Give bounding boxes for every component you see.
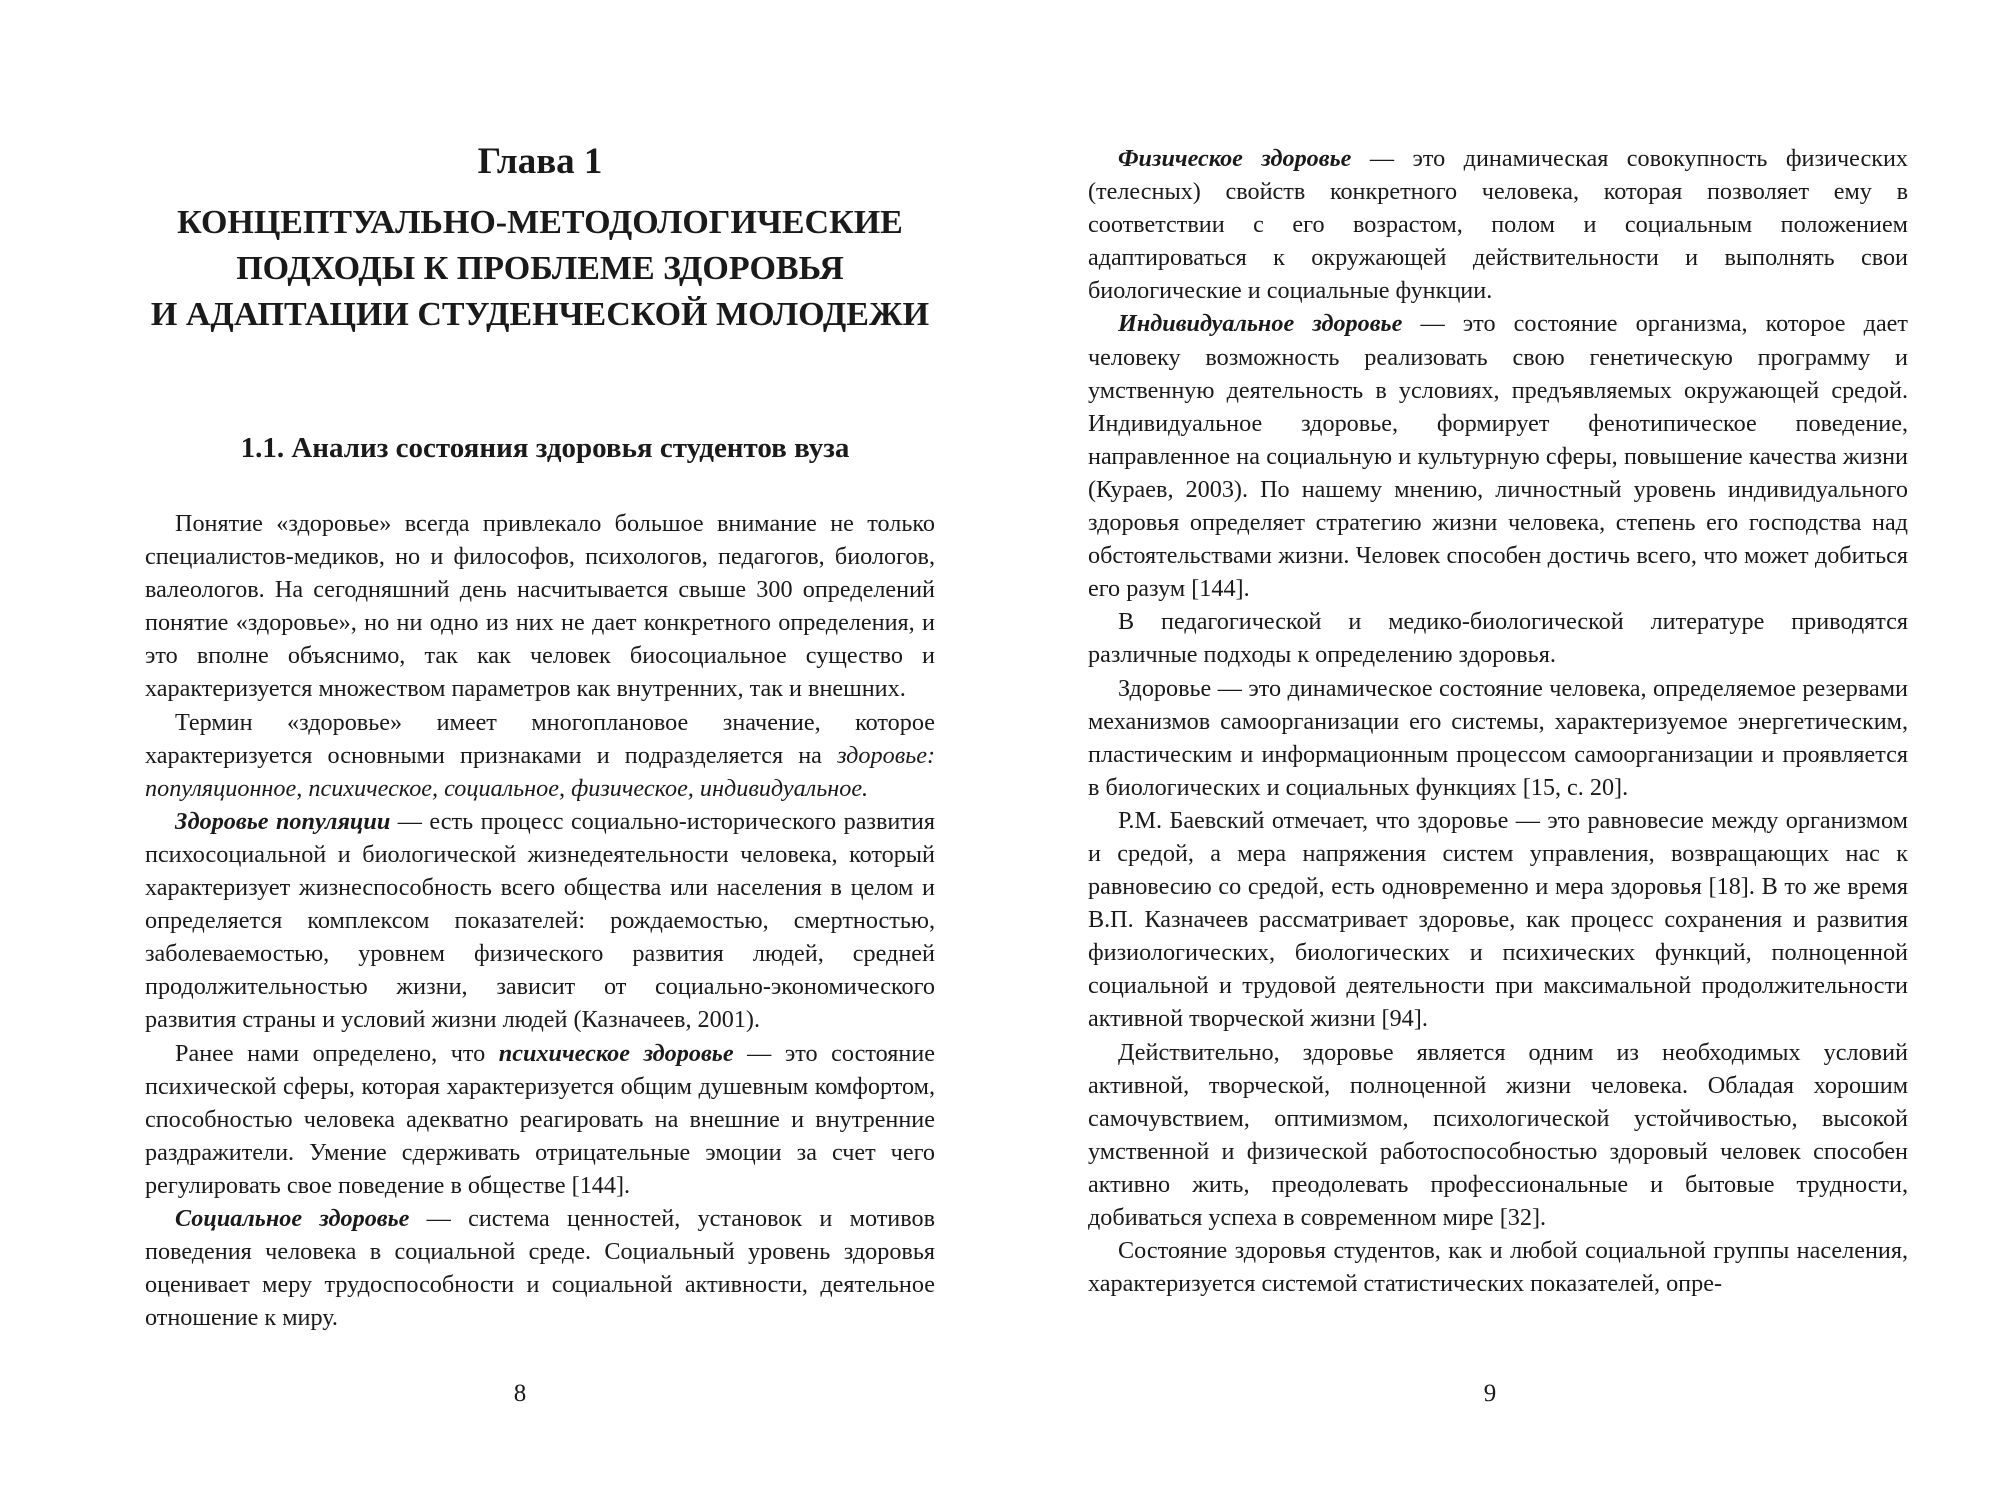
paragraph-text: Термин «здоровье» имеет многоплановое значение, которое характеризуется основными признаками и подразделяется на	[145, 708, 935, 769]
left-page-body	[145, 507, 935, 1334]
paragraph	[145, 1202, 935, 1334]
paragraph-text: — система ценностей, установок и мотивов поведения человека в социальной среде. Социальный уровень здоровья оценивает меру трудоспособности и социальной активности, деятельное отношение к миру.	[145, 1204, 935, 1332]
health-types-italic: здоровье: популяционное, психическое, социальное, физическое, индивидуальное.	[145, 741, 935, 802]
chapter-subtitle	[130, 200, 950, 338]
chapter-title: Глава 1	[477, 141, 603, 182]
paragraph-text: Ранее нами определено, что	[175, 1039, 499, 1067]
term-mental-health: психическое здоровье	[498, 1039, 734, 1067]
paragraph-text: — это динамическая совокупность физических (телесных) свойств конкретного человека, которая позволяет ему в соответствии с его возрастом, полом и социальным положением адаптироваться к окружающей действительности и выполнять свои биологические и социальные функции.	[1088, 145, 1908, 305]
paragraph-text: — это состояние организма, которое дает человеку возможность реализовать свою генетическую программу и умственную деятельность в условиях, предъявляемых окружающей средой. Индивидуальное здоровье, формирует фенотипическое поведение, направленное на социальную и культурную сферы, повышение качества жизни (Кураев, 2003). По нашему мнению, личностный уровень индивидуального здоровья определяет стратегию жизни человека, степень его господства над обстоятельствами жизни. Человек способен достичь всего, что может добиться его разум [144].	[1088, 310, 1908, 603]
term-physical-health: Физическое здоровье	[1118, 145, 1352, 172]
term-individual-health: Индивидуальное здоровье	[1118, 310, 1403, 338]
paragraph	[145, 1037, 935, 1202]
paragraph: Действительно, здоровье является одним из необходимых условий активной, творческой, полноценной жизни человека. Обладая хорошим самочувствием, оптимизмом, психологической устойчивостью, высокой умственной и физической работоспособностью здоровый человек способен активно жить, преодолевать профессиональные и бытовые трудности, добиваться успеха в современном мире [32].	[1088, 1038, 1908, 1231]
chapter-subtitle-line: И АДАПТАЦИИ СТУДЕНЧЕСКОЙ МОЛОДЕЖИ	[150, 296, 930, 333]
chapter-subtitle-line: КОНЦЕПТУАЛЬНО-МЕТОДОЛОГИЧЕСКИЕ	[177, 204, 903, 241]
chapter-subtitle-line: ПОДХОДЫ К ПРОБЛЕМЕ ЗДОРОВЬЯ	[236, 250, 844, 287]
paragraph	[145, 706, 935, 805]
paragraph-text: — это состояние психической сферы, которая характеризуется общим душевным комфортом, способностью человека адекватно реагировать на внешние и внутренние раздражители. Умение сдерживать отрицательные эмоции за счет чего регулировать свое поведение в обществе [144].	[145, 1039, 935, 1199]
paragraph: Р.М. Баевский отмечает, что здоровье — это равновесие между организмом и средой, а мера напряжения систем управления, возвращающих нас к равновесию со средой, есть одновременно и мера здоровья [18]. В то же время В.П. Казначеев рассматривает здоровье, как процесс сохранения и развития физиологических, биологических и психических функций, полноценной социальной и трудовой деятельности при максимальной продолжительности активной творческой жизни [94].	[1088, 806, 1908, 1033]
paragraph	[145, 805, 935, 1037]
paragraph	[1088, 307, 1908, 605]
paragraph	[1088, 142, 1908, 307]
section-title: 1.1. Анализ состояния здоровья студентов вуза	[240, 432, 850, 464]
paragraph-text: Понятие «здоровье» всегда привлекало большое внимание не только специалистов-медиков, но и философов, психологов, педагогов, биологов, валеологов. На сегодняшний день насчитывается свыше 300 определений понятие «здоровье», но ни одно из них не дает конкретного определения, и это вполне объяснимо, так как человек биосоциальное существо и характеризуется множеством параметров как внутренних, так и внешних.	[145, 510, 935, 703]
term-social-health: Социальное здоровье	[175, 1204, 410, 1232]
paragraph	[145, 507, 935, 706]
right-page-body	[1088, 142, 1908, 1300]
paragraph: В педагогической и медико-биологической литературе приводятся различные подходы к определению здоровья.	[1088, 608, 1908, 669]
paragraph: Состояние здоровья студентов, как и любой социальной группы населения, характеризуется системой статистических показателей, опре-	[1088, 1237, 1908, 1298]
paragraph-text: — есть процесс социально-исторического развития психосоциальной и биологической жизнедеятельности человека, который характеризует жизнеспособность всего общества или населения в целом и определяется комплексом показателей: рождаемостью, смертностью, заболеваемостью, уровнем физического развития людей, средней продолжительностью жизни, зависит от социально-экономического развития страны и условий жизни людей (Казначеев, 2001).	[145, 807, 935, 1034]
page-number: 8	[513, 1380, 527, 1407]
right-page	[1000, 0, 2000, 1502]
page-number: 9	[1483, 1380, 1497, 1407]
paragraph: Здоровье — это динамическое состояние человека, определяемое резервами механизмов самоорганизации его системы, характеризуемое энергетическим, пластическим и информационным процессом самоорганизации и проявляется в биологических и социальных функциях [15, с. 20].	[1088, 674, 1908, 801]
term-population-health: Здоровье популяции	[175, 807, 391, 835]
